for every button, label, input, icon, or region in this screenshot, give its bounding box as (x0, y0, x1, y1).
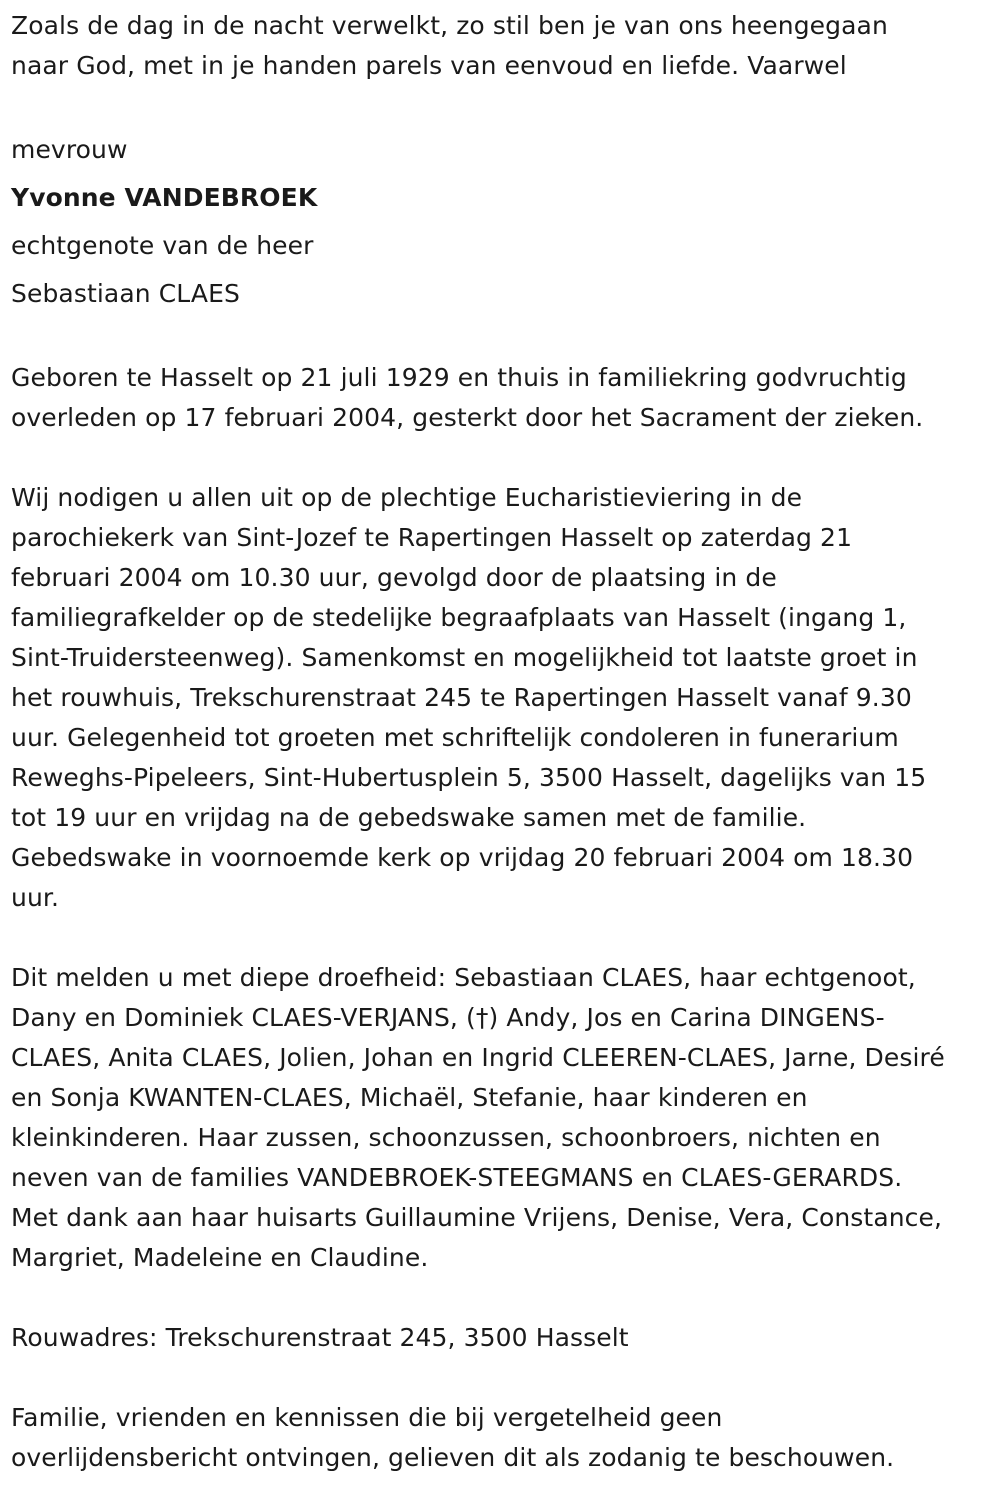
spacer (11, 1358, 988, 1398)
obituary (11, 6, 988, 1478)
relation-text: echtgenote van de heer (11, 231, 314, 260)
family-paragraph: Dit melden u met diepe droefheid: Sebastiaan CLAES, haar echtgenoot, Dany en Dominiek CLAES-VERJANS, (†) Andy, Jos en Carina DINGENS- CLAES, Anita CLAES, Jolien, Johan en Ingrid CLEEREN-CLAES, Jarne, Desiré en Sonja KWANTEN-CLAES, Michaël, Stefanie, haar kinderen en kleinkinderen. Haar zussen, schoonzussen, schoonbroers, nichten en neven van de families VANDEBROEK-STEEGMANS en CLAES-GERARDS. Met dank aan haar huisarts Guillaumine Vrijens, Denise, Vera, Constance, Margriet, Madeleine en Claudine. (11, 963, 945, 1272)
birth-death-paragraph: Geboren te Hasselt op 21 juli 1929 en thuis in familiekring godvruchtig overleden op 17 februari 2004, gesterkt door het Sacrament der zieken. (11, 363, 924, 432)
spacer (11, 86, 988, 126)
honorific: mevrouw (11, 135, 128, 164)
ceremony-paragraph: Wij nodigen u allen uit op de plechtige Eucharistieviering in de parochiekerk van Sint-Jozef te Rapertingen Hasselt op zaterdag 21 februari 2004 om 10.30 uur, gevolgd door de plaatsing in de familiegrafkelder op de stedelijke begraafplaats van Hasselt (ingang 1, Sint-Truidersteenweg). Samenkomst en mogelijkheid tot laatste groet in het rouwhuis, Trekschurenstraat 245 te Rapertingen Hasselt vanaf 9.30 uur. Gelegenheid tot groeten met schriftelijk condoleren in funerarium Reweghs-Pipeleers, Sint-Hubertusplein 5, 3500 Hasselt, dagelijks van 15 tot 19 uur en vrijdag na de gebedswake samen met de familie. Gebedswake in voornoemde kerk op vrijdag 20 februari 2004 om 18.30 uur. (11, 483, 927, 912)
spacer (11, 438, 988, 478)
mourning-address: Rouwadres: Trekschurenstraat 245, 3500 Hasselt (11, 1323, 629, 1352)
spacer (11, 1278, 988, 1318)
spacer (11, 918, 988, 958)
spacer (11, 318, 988, 358)
closing-paragraph: Familie, vrienden en kennissen die bij vergetelheid geen overlijdensbericht ontvingen, gelieven dit als zodanig te beschouwen. (11, 1403, 895, 1472)
deceased-header (11, 126, 988, 318)
poem-text: Zoals de dag in de nacht verwelkt, zo stil ben je van ons heengegaan naar God, met in je handen parels van eenvoud en liefde. Vaarwel (11, 11, 888, 80)
spouse-name: Sebastiaan CLAES (11, 279, 240, 308)
deceased-name: Yvonne VANDEBROEK (11, 183, 318, 212)
